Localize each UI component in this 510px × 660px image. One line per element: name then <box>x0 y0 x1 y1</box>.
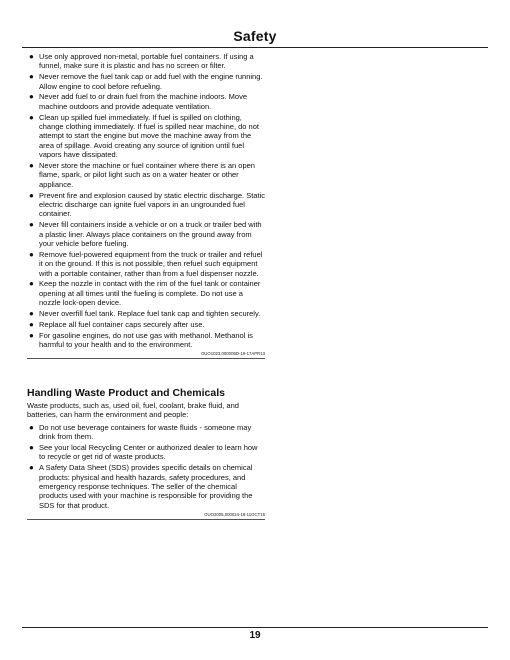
bullet-icon: ● <box>29 249 34 259</box>
list-item <box>27 423 265 442</box>
content-column <box>27 52 265 520</box>
bullet-icon: ● <box>29 422 34 432</box>
header-divider <box>22 47 488 48</box>
list-item-text: Never remove the fuel tank cap or add fuel with the engine running. Allow engine to cool before refueling. <box>39 72 263 91</box>
section-heading: Handling Waste Product and Chemicals <box>27 386 225 399</box>
list-item <box>27 113 265 160</box>
list-item-text: Never add fuel to or drain fuel from the machine indoors. Move machine outdoors and provide adequate ventilation. <box>39 92 248 111</box>
waste-handling-list <box>27 423 265 510</box>
list-item <box>27 52 265 71</box>
fuel-safety-list <box>27 52 265 349</box>
list-item <box>27 331 265 350</box>
bullet-icon: ● <box>29 190 34 200</box>
list-item-text: See your local Recycling Center or authorized dealer to learn how to recycle or get rid of waste products. <box>39 442 258 462</box>
section-intro: Waste products, such as, used oil, fuel, coolant, brake fluid, and batteries, can harm the environment and people: <box>27 400 239 420</box>
bullet-icon: ● <box>29 463 34 473</box>
list-item-text: Never store the machine or fuel container where there is an open flame, spark, or pilot light such as on a water heater or other appliance. <box>39 161 255 189</box>
list-item-text: Use only approved non-metal, portable fuel containers. If using a funnel, make sure it is plastic and has no screen or filter. <box>39 52 254 71</box>
list-item <box>27 250 265 278</box>
list-item-text: Prevent fire and explosion caused by static electric discharge. Static electric discharge can ignite fuel vapors in an ungrounded fuel container. <box>39 190 265 219</box>
page-number: 19 <box>249 630 261 641</box>
list-item-text: Never overfill fuel tank. Replace fuel tank cap and tighten securely. <box>39 309 261 319</box>
bullet-icon: ● <box>29 52 34 61</box>
bullet-icon: ● <box>29 161 34 171</box>
bullet-icon: ● <box>29 279 34 289</box>
section-divider <box>27 358 265 359</box>
list-item-text: Remove fuel-powered equipment from the truck or trailer and refuel it on the ground. If this is not possible, then refuel such equipment with a portable container, rather than from a fuel dispenser nozzle. <box>39 249 263 278</box>
reference-code: OUO2005,000024-19-11OCT15 <box>204 511 265 517</box>
list-item <box>27 191 265 219</box>
page-title: Safety <box>233 28 277 44</box>
list-item-text: A Safety Data Sheet (SDS) provides specific details on chemical products: physical and health hazards, safety procedures, and emergency response techniques. The seller of the chemical products used with your machine is responsible for providing the SDS for that product. <box>39 463 253 510</box>
bullet-icon: ● <box>29 319 34 329</box>
list-item <box>27 92 265 111</box>
footer-divider <box>22 627 488 628</box>
list-item-text: Do not use beverage containers for waste fluids - someone may drink from them. <box>39 422 252 442</box>
bullet-icon: ● <box>29 442 34 452</box>
list-item-text: Replace all fuel container caps securely after use. <box>39 319 205 329</box>
section-divider <box>27 519 265 520</box>
list-item <box>27 220 265 248</box>
list-item <box>27 161 265 189</box>
list-item <box>27 463 265 510</box>
list-item <box>27 320 265 329</box>
list-item-text: Never fill containers inside a vehicle or on a truck or trailer bed with a plastic liner. Always place containers on the ground away from your vehicle before fueling. <box>39 220 262 249</box>
list-item-text: Clean up spilled fuel immediately. If fuel is spilled on clothing, change clothing immediately. If fuel is spilled near machine, do not attempt to start the engine but move the machine away from the area of spillage. Avoid creating any source of ignition until fuel vapors have dissipated. <box>39 112 259 160</box>
list-item <box>27 443 265 462</box>
bullet-icon: ● <box>29 220 34 230</box>
bullet-icon: ● <box>29 92 34 102</box>
list-item <box>27 72 265 91</box>
list-item <box>27 309 265 318</box>
bullet-icon: ● <box>29 330 34 340</box>
bullet-icon: ● <box>29 72 34 82</box>
list-item-text: Keep the nozzle in contact with the rim of the fuel tank or container opening at all times until the fueling is complete. Do not use a nozzle lock-open device. <box>39 279 261 308</box>
reference-code: OUO1023,000006D-19-17APR13 <box>200 350 265 356</box>
bullet-icon: ● <box>29 309 34 319</box>
bullet-icon: ● <box>29 112 34 122</box>
list-item-text: For gasoline engines, do not use gas with methanol. Methanol is harmful to your health and to the environment. <box>39 330 253 350</box>
list-item <box>27 279 265 307</box>
